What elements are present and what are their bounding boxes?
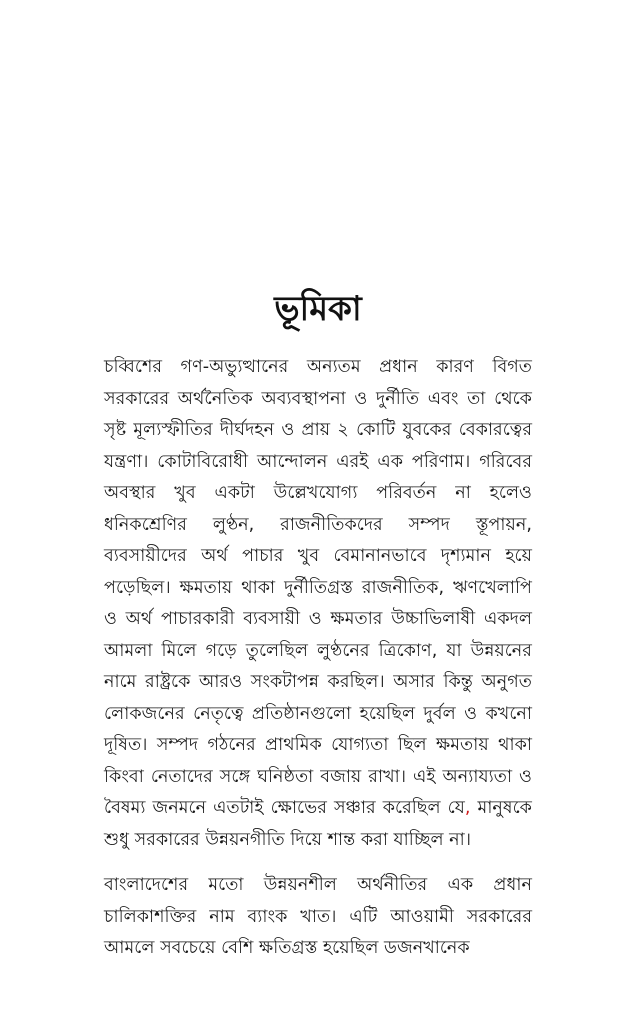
paragraph-1-text: চব্বিশের গণ-অভ্যুত্থানের অন্যতম প্রধান কারণ বিগত সরকারের অর্থনৈতিক অব্যবস্থাপনা ও দুর্নীতি এবং তা থেকে সৃষ্ট মূল্যস্ফীতির দীর্ঘদহন ও প্রায় ২ কোটি যুবকের বেকারত্বের যন্ত্রণা। কোটাবিরোধী আন্দোলন এরই এক পরিণাম। গরিবের অবস্থার খুব একটা উল্লেখযোগ্য পরিবর্তন না হলেও ধনিকশ্রেণির লুণ্ঠন, রাজনীতিকদের সম্পদ স্তূপায়ন, ব্যবসায়ীদের অর্থ পাচার খুব বেমানানভাবে দৃশ্যমান হয়ে পড়েছিল। ক্ষমতায় থাকা দুর্নীতিগ্রস্ত রাজনীতিক, ঋণখেলাপি ও অর্থ পাচারকারী ব্যবসায়ী ও ক্ষমতার উচ্চাভিলাষী একদল আমলা মিলে গড়ে তুলেছিল লুণ্ঠনের ত্রিকোণ, যা উন্নয়নের নামে রাষ্ট্রকে আরও সংকটাপন্ন করছিল। অসার কিন্তু অনুগত লোকজনের নেতৃত্বে প্রতিষ্ঠানগুলো হয়েছিল দুর্বল ও কখনো দূষিত। সম্পদ গঠনের প্রাথমিক যোগ্যতা ছিল ক্ষমতায় থাকা কিংবা নেতাদের সঙ্গে ঘনিষ্ঠতা বজায় রাখা। এই অন্যায্যতা ও বৈষম্য জনমনে এতটাই ক্ষোভের সঞ্চার করেছিল যে — [104, 357, 532, 818]
paragraph-1-ending: মানুষকে শুধু সরকারের উন্নয়নগীতি দিয়ে শান্ত করা যাচ্ছিল না। — [104, 798, 532, 850]
highlighted-comma: , — [464, 798, 471, 818]
body-text — [104, 352, 532, 965]
paragraph-2: বাংলাদেশের মতো উন্নয়নশীল অর্থনীতির এক প্রধান চালিকাশক্তির নাম ব্যাংক খাত। এটি আওয়ামী সরকারের আমলে সবচেয়ে বেশি ক্ষতিগ্রস্ত হয়েছিল ডজনখানেক — [104, 875, 532, 958]
page-title: ভূমিকা — [274, 289, 362, 329]
paragraph-1 — [104, 352, 532, 856]
